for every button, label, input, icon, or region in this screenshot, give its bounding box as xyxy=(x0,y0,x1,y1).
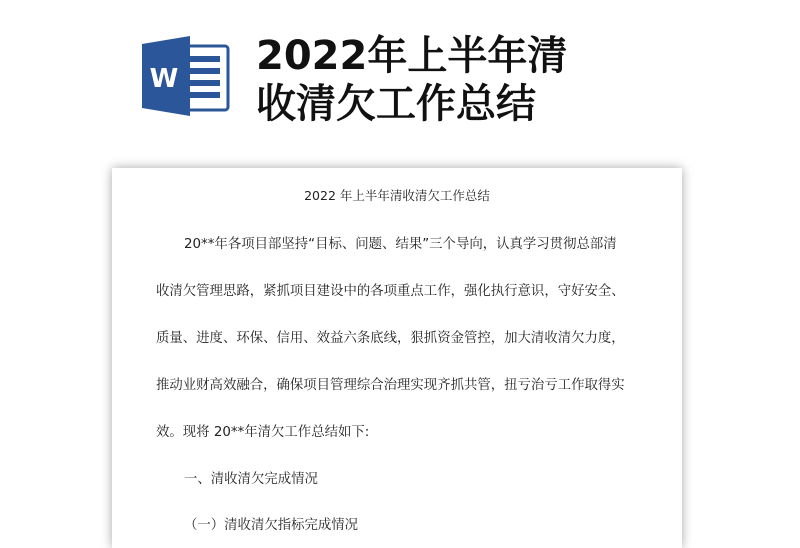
page-title xyxy=(256,32,567,128)
section-heading: 一、清收清欠完成情况 xyxy=(184,472,318,487)
paragraph-line: 质量、进度、环保、信用、效益六条底线，狠抓资金管控，加大清收清欠力度， xyxy=(156,331,625,346)
document-page xyxy=(112,168,682,548)
title-line-2: 收清欠工作总结 xyxy=(256,81,536,127)
paragraph-line: 20**年各项目部坚持“目标、问题、结果”三个导向，认真学习贯彻总部清 xyxy=(184,237,617,252)
paragraph-line: 推动业财高效融合，确保项目管理综合治理实现齐抓共管，扭亏治亏工作取得实 xyxy=(156,378,625,393)
document-heading: 2022 年上半年清收清欠工作总结 xyxy=(304,188,490,203)
word-icon-letter: W xyxy=(149,64,179,94)
title-line-1: 2022年上半年清 xyxy=(256,33,568,79)
word-document-icon xyxy=(140,36,232,116)
header xyxy=(0,0,800,160)
paragraph-line: 效。现将 20**年清欠工作总结如下: xyxy=(156,425,370,440)
subsection-heading: （一）清收清欠指标完成情况 xyxy=(184,518,359,533)
paragraph-line: 收清欠管理思路，紧抓项目建设中的各项重点工作，强化执行意识，守好安全、 xyxy=(156,284,625,299)
